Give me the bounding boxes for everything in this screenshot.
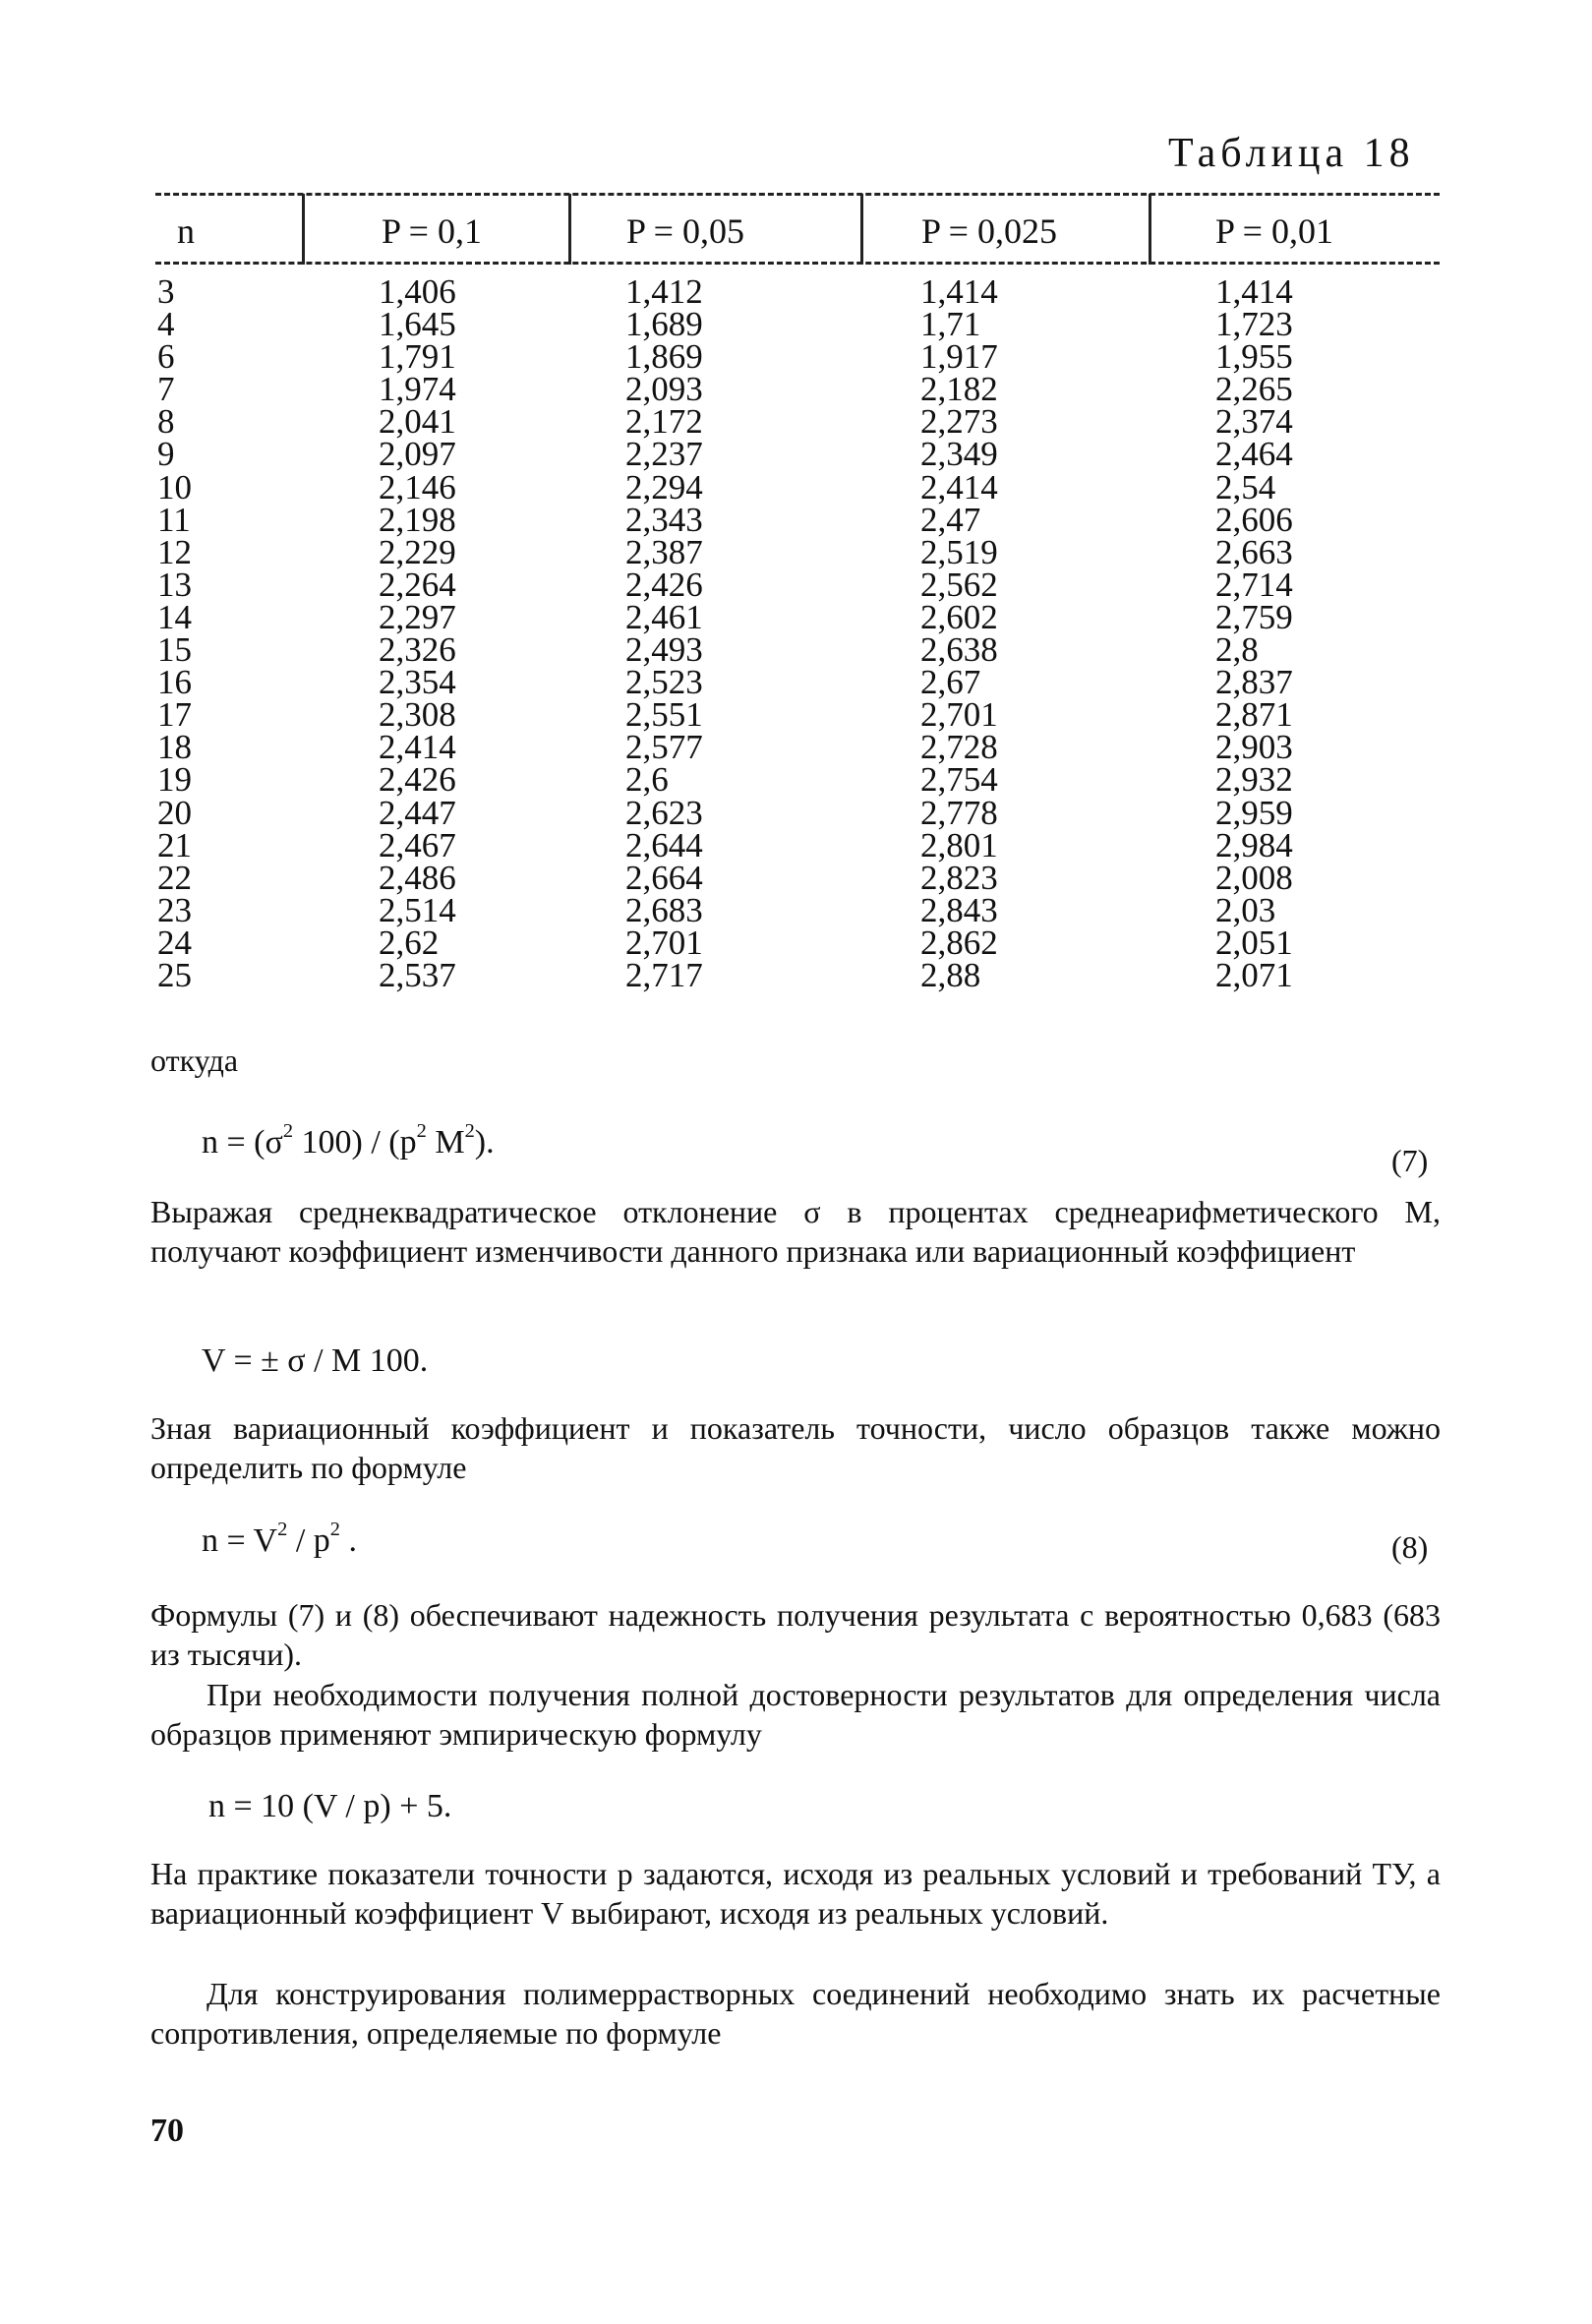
formula-8: $n = V^2 / p^2$ .: [202, 1518, 357, 1559]
table-cell: 2,523: [625, 663, 703, 702]
table-cell: 2,88: [920, 955, 981, 994]
table-cell: 25: [157, 955, 192, 994]
table-cell: 18: [157, 728, 192, 767]
table-cell: 2,754: [920, 760, 998, 800]
table-cell: 2,172: [625, 402, 703, 442]
table-cell: 1,791: [379, 337, 456, 377]
table-cell: 2,717: [625, 955, 703, 994]
table-cell: 2,623: [625, 793, 703, 832]
table-cell: 2,602: [920, 597, 998, 636]
column-n: [157, 272, 192, 994]
table-cell: 2,387: [625, 532, 703, 571]
table-cell: 2,837: [1215, 663, 1293, 702]
table-cell: 19: [157, 760, 192, 800]
table-cell: 2,606: [1215, 500, 1293, 539]
table-cell: 2,562: [920, 565, 998, 604]
column-separator: [568, 194, 571, 265]
table-cell: 2,683: [625, 890, 703, 929]
table-caption: Таблица 18: [1168, 131, 1415, 176]
paragraph-practice: На практике показатели точности р задаются, исходя из реальных условий и требований ТУ, а вариационный коэффициент V выбирают, исходя из реальных условий.: [150, 1856, 1441, 1931]
paragraph-variation-intro: Выражая среднеквадратическое отклонение σ в процентах среднеарифметического М, получают коэффициент изменчивости данного признака или вариационный коэффициент: [150, 1194, 1441, 1269]
formula-empirical: n = 10 (V / p) + 5.: [208, 1788, 452, 1824]
table-cell: 11: [157, 500, 191, 539]
table-cell: 2,778: [920, 793, 998, 832]
page-number: 70: [150, 2113, 184, 2149]
table-cell: 2,071: [1215, 955, 1293, 994]
table-cell: 16: [157, 663, 192, 702]
table-cell: 2,551: [625, 695, 703, 735]
table-cell: 1,974: [379, 370, 456, 409]
table-cell: 21: [157, 825, 192, 864]
table-cell: 3: [157, 272, 175, 311]
table-header-rule: [155, 262, 1440, 265]
table-cell: 2,728: [920, 728, 998, 767]
table-cell: 2,759: [1215, 597, 1293, 636]
table-cell: 2,644: [625, 825, 703, 864]
header-p-0-025: P = 0,025: [921, 211, 1057, 251]
table-cell: 2,714: [1215, 565, 1293, 604]
table-cell: 2,514: [379, 890, 456, 929]
table-cell: 2,984: [1215, 825, 1293, 864]
table-cell: 2,308: [379, 695, 456, 735]
table-cell: 2,493: [625, 630, 703, 670]
table-cell: 2,264: [379, 565, 456, 604]
table-cell: 2,349: [920, 435, 998, 474]
table-cell: 22: [157, 858, 192, 897]
table-cell: 1,869: [625, 337, 703, 377]
table-cell: 2,097: [379, 435, 456, 474]
table-cell: 2,54: [1215, 467, 1276, 507]
column-p-0-01: [1215, 272, 1293, 994]
table-cell: 2,414: [379, 728, 456, 767]
table-cell: 2,051: [1215, 923, 1293, 962]
table-cell: 1,955: [1215, 337, 1293, 377]
column-separator: [302, 194, 305, 265]
table-cell: 2,62: [379, 923, 440, 962]
table-cell: 1,723: [1215, 305, 1293, 344]
table-top-rule: [155, 193, 1440, 196]
header-p-0-01: P = 0,01: [1215, 211, 1333, 251]
table-cell: 2,343: [625, 500, 703, 539]
table-cell: 2,414: [920, 467, 998, 507]
column-separator: [860, 194, 863, 265]
table-cell: 1,414: [1215, 272, 1293, 311]
paragraph-empirical: При необходимости получения полной достоверности результатов для определения числа образцов применяют эмпирическую формулу: [150, 1677, 1441, 1752]
table-cell: 2,294: [625, 467, 703, 507]
table-cell: 2,701: [625, 923, 703, 962]
table-cell: 2,8: [1215, 630, 1259, 670]
equation-number-7: (7): [1391, 1143, 1429, 1178]
table-cell: 2,577: [625, 728, 703, 767]
table-cell: 2,638: [920, 630, 998, 670]
table-cell: 2,663: [1215, 532, 1293, 571]
table-cell: 2,273: [920, 402, 998, 442]
table-cell: 1,689: [625, 305, 703, 344]
table-cell: 15: [157, 630, 192, 670]
table-cell: 2,823: [920, 858, 998, 897]
table-cell: 2,486: [379, 858, 456, 897]
table-cell: 12: [157, 532, 192, 571]
table-cell: 2,519: [920, 532, 998, 571]
formula-v: V = ± σ / M 100.: [202, 1342, 429, 1379]
table-cell: 1,645: [379, 305, 456, 344]
table-cell: 8: [157, 402, 175, 442]
table-cell: 2,265: [1215, 370, 1293, 409]
table-cell: 2,871: [1215, 695, 1293, 735]
table-cell: 7: [157, 370, 175, 409]
table-cell: 2,447: [379, 793, 456, 832]
table-cell: 2,326: [379, 630, 456, 670]
table-cell: 2,862: [920, 923, 998, 962]
table-cell: 2,198: [379, 500, 456, 539]
table-cell: 1,71: [920, 305, 981, 344]
equation-number-8: (8): [1391, 1529, 1429, 1565]
table-cell: 2,426: [379, 760, 456, 800]
header-p-0-1: P = 0,1: [382, 211, 482, 251]
table-cell: 2,041: [379, 402, 456, 442]
table-cell: 2,146: [379, 467, 456, 507]
table-cell: 20: [157, 793, 192, 832]
table-cell: 23: [157, 890, 192, 929]
table-cell: 13: [157, 565, 192, 604]
table-cell: 2,464: [1215, 435, 1293, 474]
table-cell: 2,354: [379, 663, 456, 702]
table-cell: 2,67: [920, 663, 981, 702]
table-cell: 2,47: [920, 500, 981, 539]
column-p-0-025: [920, 272, 998, 994]
column-separator: [1149, 194, 1151, 265]
column-p-0-05: [625, 272, 703, 994]
table-cell: 2,467: [379, 825, 456, 864]
paragraph-reliability: Формулы (7) и (8) обеспечивают надежность получения результата с вероятностью 0,683 (683 из тысячи).: [150, 1597, 1441, 1672]
table-cell: 2,537: [379, 955, 456, 994]
table-cell: 2,843: [920, 890, 998, 929]
table-cell: 10: [157, 467, 192, 507]
column-p-0-1: [379, 272, 456, 994]
formula-7: $n = (\sigma^2$ $100) / (p^2$ $M^2$).: [202, 1119, 495, 1161]
table-cell: 9: [157, 435, 175, 474]
table-cell: 2,229: [379, 532, 456, 571]
table-cell: 2,959: [1215, 793, 1293, 832]
table-cell: 2,237: [625, 435, 703, 474]
table-cell: 2,903: [1215, 728, 1293, 767]
table-cell: 17: [157, 695, 192, 735]
table-cell: 14: [157, 597, 192, 636]
table-cell: 2,801: [920, 825, 998, 864]
table-cell: 6: [157, 337, 175, 377]
table-cell: 2,461: [625, 597, 703, 636]
text-otkuda: откуда: [150, 1043, 239, 1078]
table-cell: 2,03: [1215, 890, 1276, 929]
table-cell: 1,917: [920, 337, 998, 377]
table-cell: 2,426: [625, 565, 703, 604]
table-cell: 1,412: [625, 272, 703, 311]
table-cell: 2,932: [1215, 760, 1293, 800]
table-cell: 2,374: [1215, 402, 1293, 442]
table-cell: 1,414: [920, 272, 998, 311]
table-cell: 1,406: [379, 272, 456, 311]
header-n: n: [177, 211, 195, 251]
table-cell: 2,182: [920, 370, 998, 409]
paragraph-design: Для конструирования полимеррастворных соединений необходимо знать их расчетные сопротивления, определяемые по формуле: [150, 1976, 1441, 2051]
table-cell: 24: [157, 923, 192, 962]
table-cell: 2,008: [1215, 858, 1293, 897]
table-cell: 2,664: [625, 858, 703, 897]
table-cell: 4: [157, 305, 175, 344]
table-cell: 2,6: [625, 760, 669, 800]
table-cell: 2,297: [379, 597, 456, 636]
paragraph-sample-count: Зная вариационный коэффициент и показатель точности, число образцов также можно определить по формуле: [150, 1410, 1441, 1485]
table-cell: 2,093: [625, 370, 703, 409]
header-p-0-05: P = 0,05: [626, 211, 744, 251]
table-cell: 2,701: [920, 695, 998, 735]
